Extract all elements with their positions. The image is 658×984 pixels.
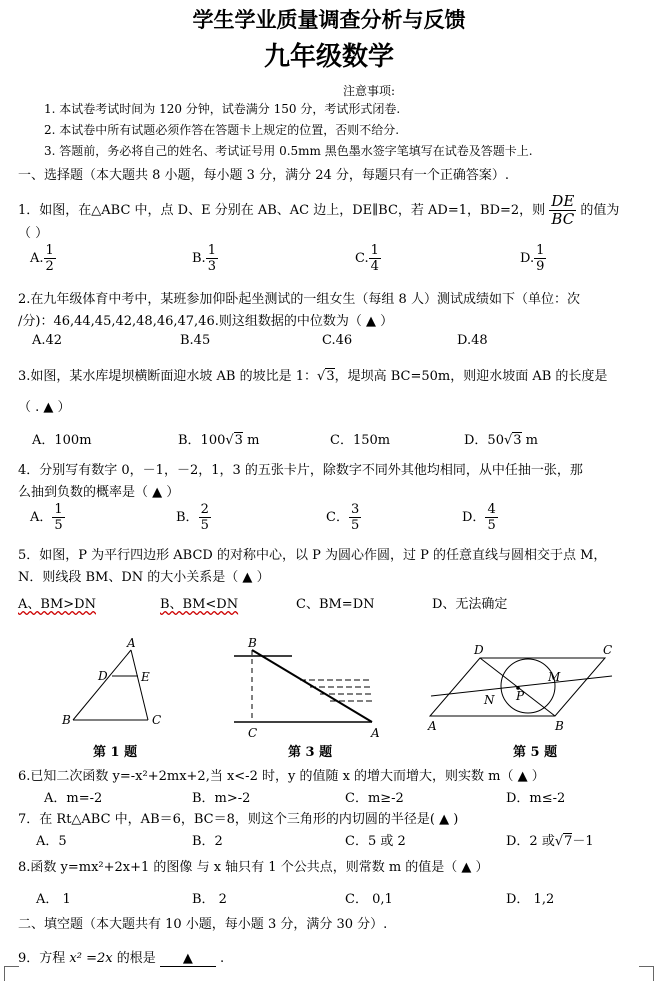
fig5-label-m: M [548, 670, 561, 684]
q3-option-b: B．100√3 m [178, 433, 260, 448]
q6-text: 6.已知二次函数 y=-x²+2mx+2,当 x<-2 时，y 的值随 x 的增大而增大，则实数 m（ ▲ ） [18, 769, 545, 784]
q7-text: 7．在 Rt△ABC 中，AB＝6，BC＝8，则这个三角形的内切圆的半径是( ▲ ) [18, 812, 459, 827]
fig5-label-c: C [603, 643, 613, 657]
notice-title: 注意事项: [343, 84, 396, 98]
q9-text: 9．方程 x² =2x 的根是 ▲ . [18, 951, 225, 966]
q5-option-c: C、BM=DN [296, 597, 375, 612]
q1-fraction: $\frac{DE}{BC}$ [551, 192, 575, 228]
fig5-caption: 第 5 题 [513, 745, 558, 760]
q4-option-d: D． $\frac{4}{5}$ [462, 502, 496, 533]
q3-option-c: C．150m [330, 433, 391, 448]
fig1-label-a: A [127, 636, 136, 650]
q5-option-d: D、无法确定 [432, 597, 508, 612]
fig1-caption: 第 1 题 [93, 745, 138, 760]
q2-option-c: C.46 [322, 333, 353, 348]
fig1-label-d: D [98, 669, 108, 683]
q8-option-c: C． 0,1 [345, 892, 393, 907]
q3-line1: 3.如图，某水库堤坝横断面迎水坡 AB 的坡比是 1：√3，堤坝高 BC=50m，则迎水坡面 AB 的长度是 [18, 369, 608, 384]
fig5-label-b: B [555, 719, 564, 733]
q4-option-c: C． $\frac{3}{5}$ [326, 502, 360, 533]
q2-option-b: B.45 [180, 333, 211, 348]
q8-option-b: B． 2 [192, 892, 227, 907]
q2-line1: 2.在九年级体育中考中，某班参加仰卧起坐测试的一组女生（每组 8 人）测试成绩如下（单位：次 [18, 292, 580, 307]
q5-line1: 5．如图，P 为平行四边形 ABCD 的对称中心，以 P 为圆心作圆，过 P 的任意直线与圆相交于点 M， [18, 548, 607, 563]
figure-5-parallelogram [430, 658, 612, 716]
notice-2: 2. 本试卷中所有试题必须作答在答题卡上规定的位置，否则不给分. [44, 123, 400, 137]
fig1-label-e: E [141, 670, 150, 684]
q5-option-b: B、BM<DN [160, 597, 239, 612]
notice-3: 3. 答题前，务必将自己的姓名、考试证号用 0.5mm 黑色墨水签字笔填写在试卷及答题卡上. [44, 144, 533, 158]
q2-option-d: D.48 [457, 333, 488, 348]
exam-subtitle: 九年级数学 [263, 42, 394, 72]
figure-3-dam [234, 650, 372, 722]
fig3-label-c: C [248, 726, 258, 740]
q9-answer-blank: ▲ [160, 951, 216, 967]
q1-option-b: B. $\frac{1}{3}$ [192, 243, 216, 274]
q1-tail: 的值为 [580, 203, 620, 218]
q3-option-d: D．50√3 m [464, 433, 539, 448]
q7-option-b: B．2 [192, 834, 223, 849]
q5-option-a: A、BM>DN [18, 597, 96, 612]
q3-option-a: A．100m [32, 433, 92, 448]
page-corner-mark [639, 966, 654, 981]
q6-option-d: D．m≤-2 [506, 791, 566, 806]
question-1 [18, 194, 619, 227]
q1-text: 1．如图，在△ABC 中，点 D、E 分别在 AB、AC 边上，DE∥BC，若 AD=1，BD=2，则 [18, 203, 546, 218]
fig3-label-a: A [371, 726, 380, 740]
q6-option-a: A．m=-2 [44, 791, 103, 806]
notice-1: 1. 本试卷考试时间为 120 分钟，试卷满分 150 分，考试形式闭卷. [44, 102, 401, 116]
q4-option-a: A． $\frac{1}{5}$ [30, 502, 63, 533]
fig3-caption: 第 3 题 [288, 745, 333, 760]
q4-option-b: B． $\frac{2}{5}$ [176, 502, 209, 533]
q2-option-a: A.42 [32, 333, 63, 348]
fig5-label-a: A [428, 719, 437, 733]
q8-option-a: A． 1 [36, 892, 71, 907]
q7-option-a: A．5 [36, 834, 67, 849]
q7-option-d: D．2 或√7－1 [506, 834, 594, 849]
fig1-label-b: B [62, 713, 71, 727]
q8-text: 8.函数 y=mx²+2x+1 的图像 与 x 轴只有 1 个公共点，则常数 m 的值是（ ▲ ） [18, 860, 489, 875]
q1-paren: （ ） [18, 226, 49, 241]
q5-line2: N．则线段 BM、DN 的大小关系是（ ▲ ） [18, 570, 270, 585]
q6-option-b: B．m>-2 [192, 791, 251, 806]
q4-line2: 么抽到负数的概率是（ ▲ ） [18, 485, 180, 500]
fig5-label-n: N [484, 693, 495, 707]
fig1-label-c: C [152, 713, 162, 727]
q1-option-c: C. $\frac{1}{4}$ [355, 243, 379, 274]
q4-line1: 4．分别写有数字 0，－1，－2，1，3 的五张卡片，除数字不同外其他均相同，从中任抽一张，那 [18, 463, 583, 478]
q2-line2: /分)：46,44,45,42,48,46,47,46.则这组数据的中位数为（ ▲ ） [18, 314, 394, 329]
fig3-label-b: B [248, 636, 257, 650]
page-corner-mark [4, 966, 19, 981]
exam-title: 学生学业质量调查分析与反馈 [192, 7, 466, 32]
q8-option-d: D． 1,2 [506, 892, 555, 907]
q7-option-c: C．5 或 2 [345, 834, 406, 849]
q3-line2: （ . ▲ ） [18, 400, 71, 415]
section-choice-heading: 一、选择题（本大题共 8 小题，每小题 3 分，满分 24 分，每题只有一个正确答案）. [18, 168, 510, 183]
fig5-label-p: P [516, 689, 525, 703]
section-fill-heading: 二、填空题（本大题共有 10 小题，每小题 3 分，满分 30 分）. [18, 917, 388, 932]
q6-option-c: C．m≥-2 [345, 791, 404, 806]
figure-1-triangle [73, 650, 148, 720]
q1-option-d: D. $\frac{1}{9}$ [520, 243, 545, 274]
fig5-label-d: D [474, 643, 484, 657]
q1-option-a: A. $\frac{1}{2}$ [30, 243, 54, 274]
